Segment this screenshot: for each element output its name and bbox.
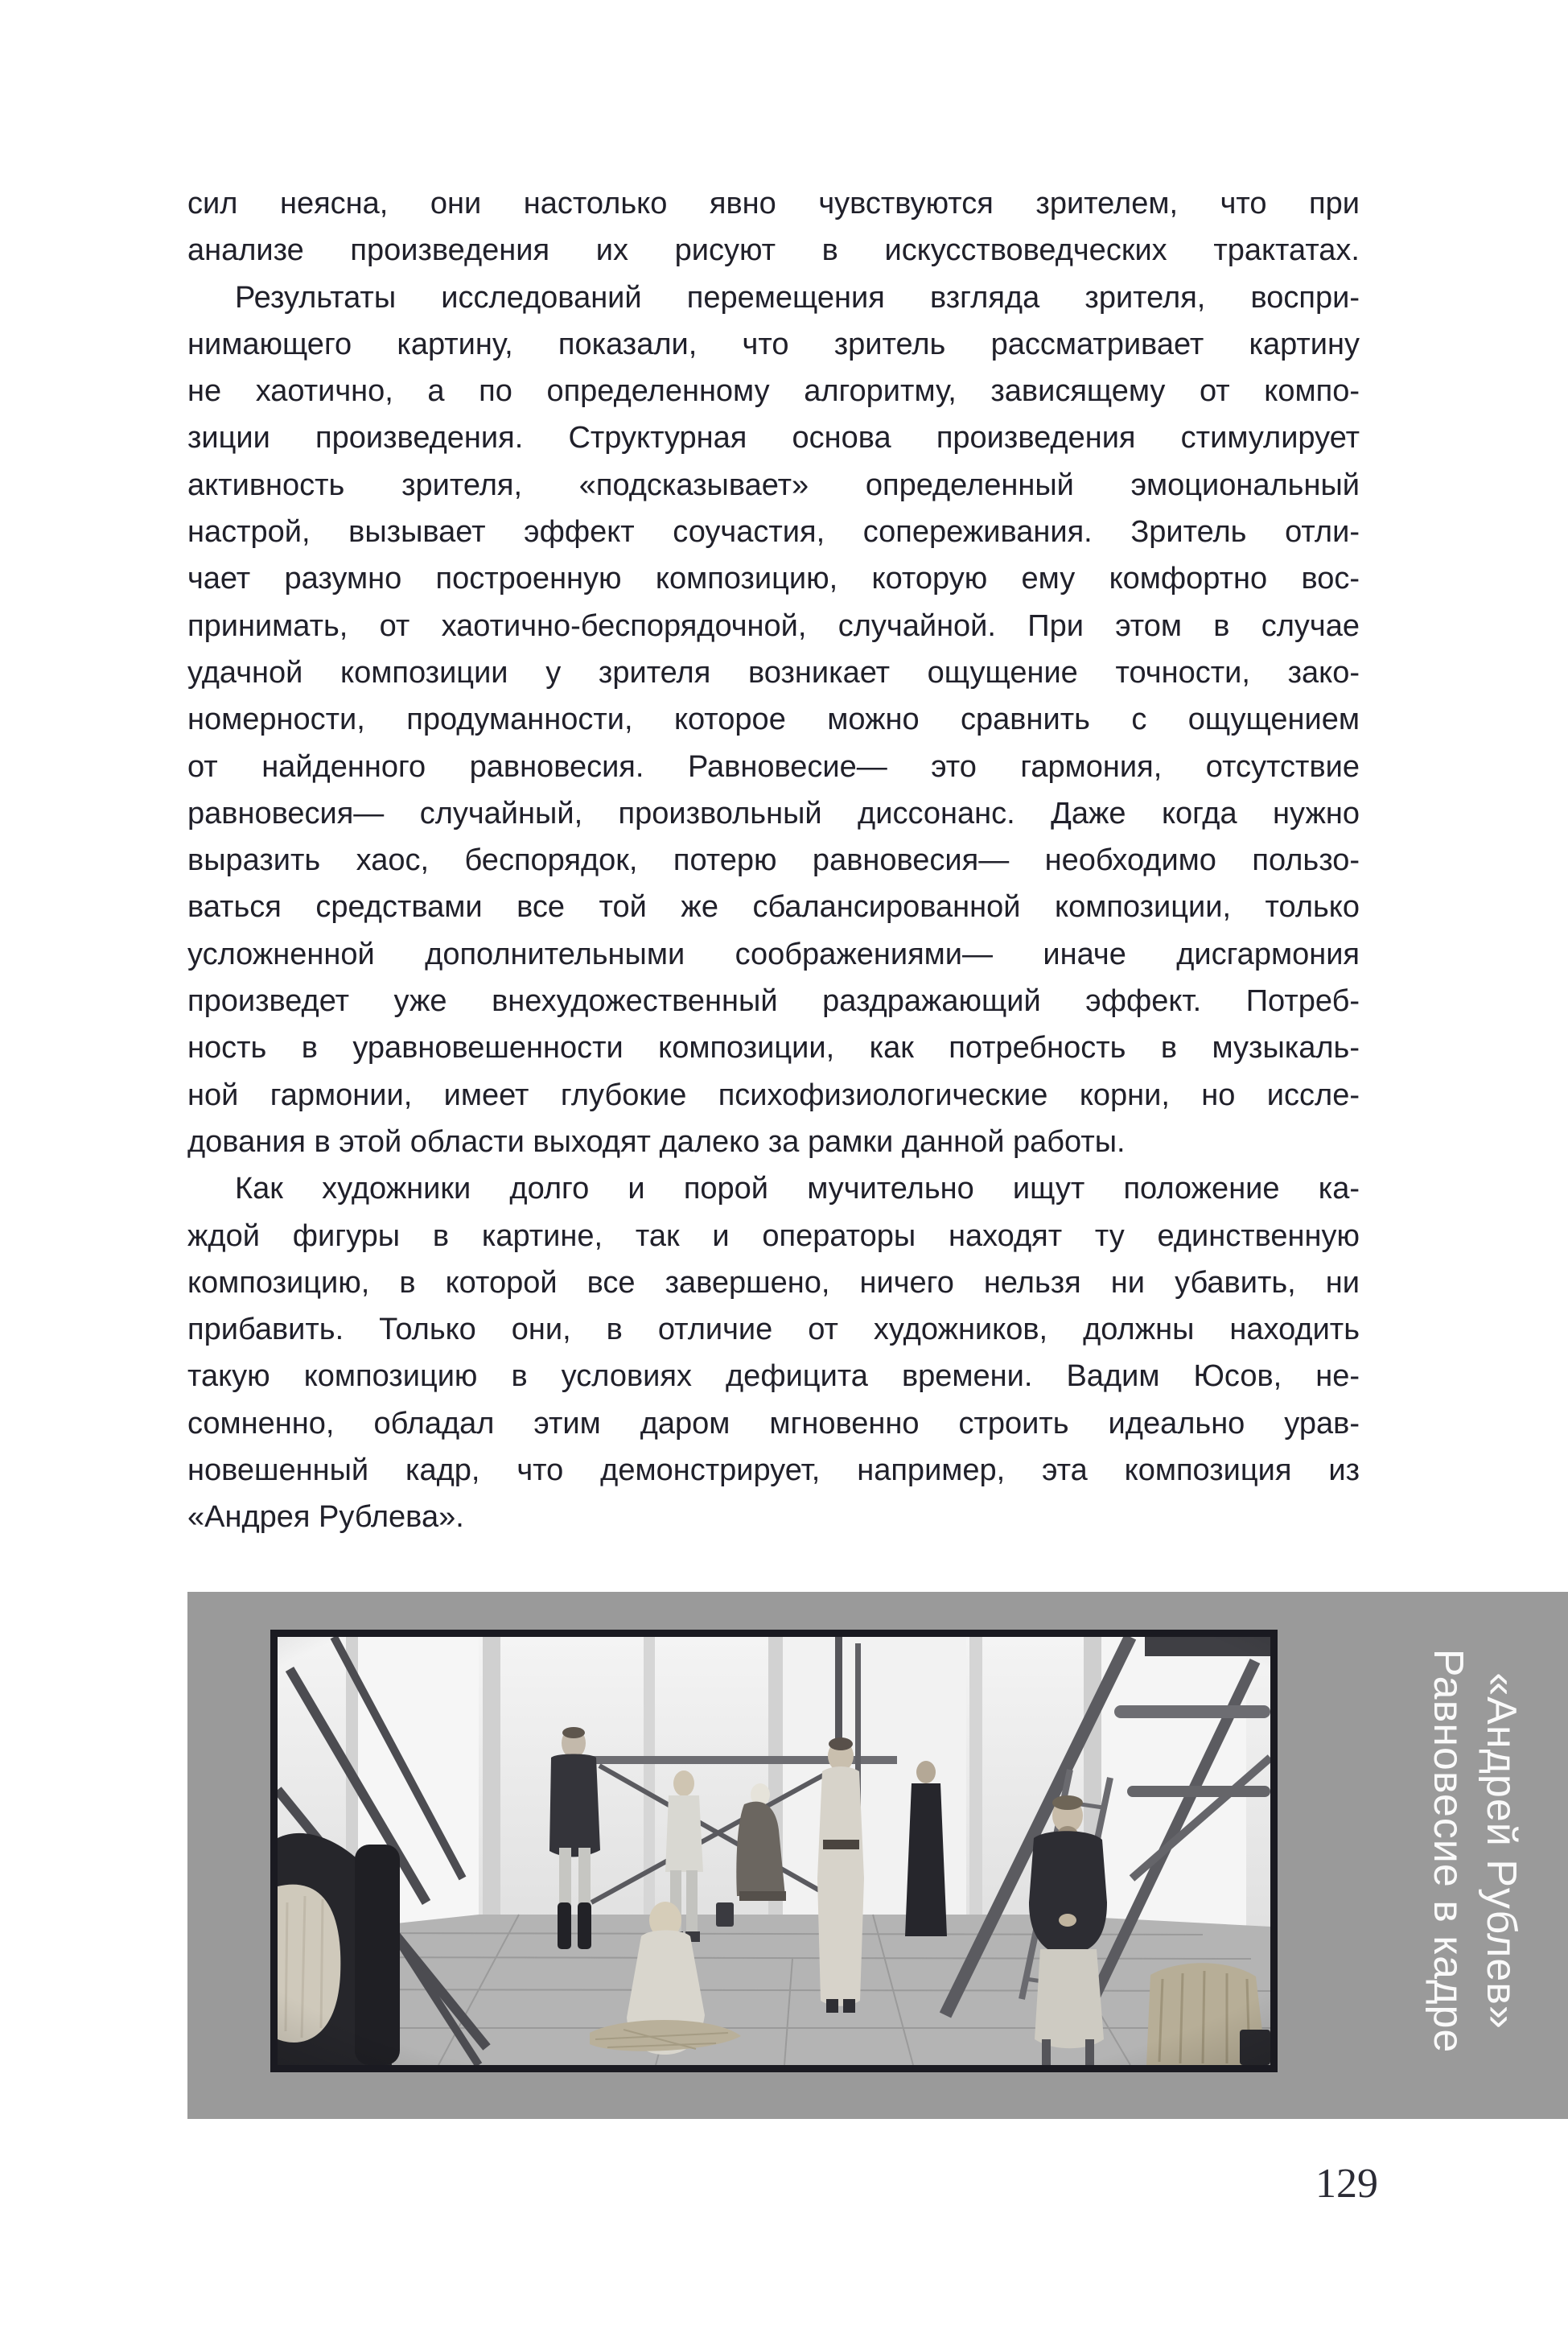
film-still [278, 1637, 1270, 2065]
text-line: ной гармонии, имеет глубокие психофизиологические корни, но иссле- [187, 1078, 1360, 1112]
text-line: нимающего картину, показали, что зритель рассматривает картину [187, 327, 1360, 361]
body-text [187, 180, 1360, 1541]
page-number: 129 [1315, 2161, 1378, 2207]
text-line: не хаотично, а по определенному алгоритму, зависящему от компо- [187, 374, 1360, 409]
film-still-frame [270, 1630, 1278, 2072]
text-line: Результаты исследований перемещения взгляда зрителя, воспри- [235, 280, 1360, 315]
text-line: анализе произведения их рисуют в искусствоведческих трактатах. [187, 233, 1360, 268]
text-line: от найденного равновесия. Равновесие— это гармония, отсутствие [187, 749, 1360, 784]
text-line: ность в уравновешенности композиции, как потребность в музыкаль- [187, 1031, 1360, 1066]
text-line: номерности, продуманности, которое можно сравнить с ощущением [187, 703, 1360, 737]
text-line: произведет уже внехудожественный раздражающий эффект. Потреб- [187, 984, 1360, 1019]
text-line: Как художники долго и порой мучительно ищут положение ка- [235, 1172, 1360, 1206]
text-line: новешенный кадр, что демонстрирует, например, эта композиция из [187, 1453, 1360, 1488]
caption-line: Равновесие в кадре [1425, 1648, 1471, 2054]
text-line: такую композицию в условиях дефицита времени. Вадим Юсов, не- [187, 1359, 1360, 1394]
text-line: настрой, вызывает эффект соучастия, сопереживания. Зритель отли- [187, 515, 1360, 550]
text-line: принимать, от хаотично-беспорядочной, случайной. При этом в случае [187, 608, 1360, 643]
caption-line: «Андрей Рублев» [1478, 1672, 1525, 2030]
text-line: «Андрея Рублева». [187, 1500, 464, 1535]
text-line: дования в этой области выходят далеко за рамки данной работы. [187, 1124, 1126, 1159]
text-line: чает разумно построенную композицию, которую ему комфортно вос- [187, 562, 1360, 596]
text-line: композицию, в которой все завершено, ничего нельзя ни убавить, ни [187, 1265, 1360, 1300]
text-line: усложненной дополнительными соображениями— иначе дисгармония [187, 937, 1360, 971]
text-line: выразить хаос, беспорядок, потерю равновесия— необходимо пользо- [187, 843, 1360, 878]
text-line: удачной композиции у зрителя возникает ощущение точности, зако- [187, 655, 1360, 690]
figure-caption [1422, 1642, 1528, 2060]
text-line: сил неясна, они настолько явно чувствуются зрителем, что при [187, 187, 1360, 221]
text-line: равновесия— случайный, произвольный диссонанс. Даже когда нужно [187, 796, 1360, 831]
text-line: зиции произведения. Структурная основа произведения стимулирует [187, 421, 1360, 455]
photo-vignette [278, 1637, 1270, 2065]
text-line: ждой фигуры в картине, так и операторы находят ту единственную [187, 1218, 1360, 1253]
text-line: сомненно, обладал этим даром мгновенно строить идеально урав- [187, 1406, 1360, 1441]
text-line: прибавить. Только они, в отличие от художников, должны находить [187, 1313, 1360, 1347]
text-line: активность зрителя, «подсказывает» определенный эмоциональный [187, 468, 1360, 502]
text-line: ваться средствами все той же сбалансированной композиции, только [187, 890, 1360, 925]
